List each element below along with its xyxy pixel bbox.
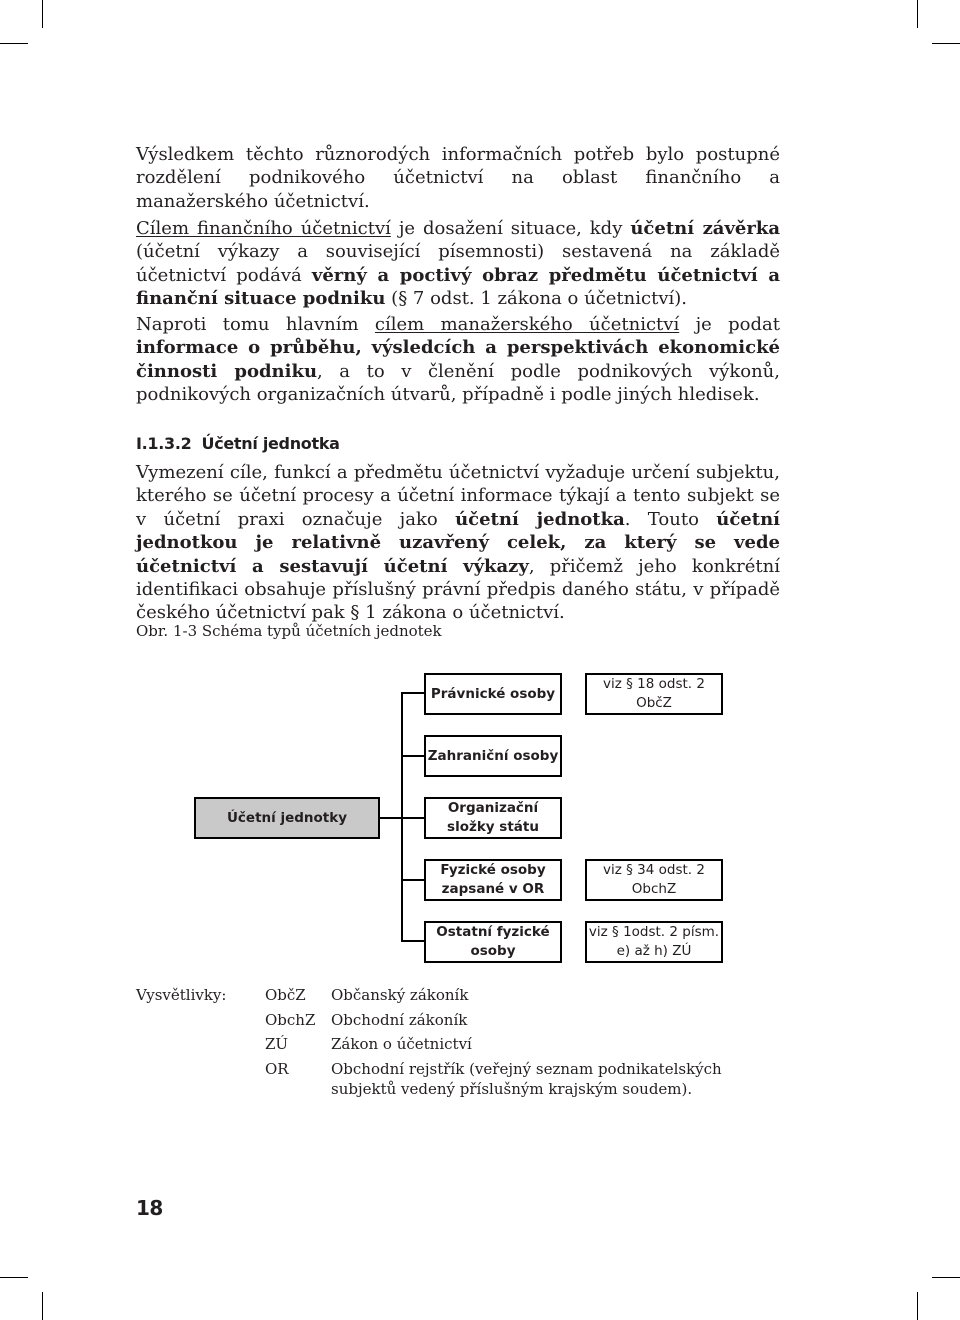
legend-desc: Zákon o účetnictví xyxy=(331,1035,472,1053)
legend-abbr: ZÚ xyxy=(265,1035,289,1053)
crop-mark xyxy=(932,43,960,44)
crop-mark xyxy=(0,1277,28,1278)
legend-abbr: ObchZ xyxy=(265,1011,316,1029)
crop-mark xyxy=(0,43,28,44)
page-number: 18 xyxy=(136,1196,163,1220)
figure-caption: Obr. 1-3 Schéma typů účetních jednotek xyxy=(136,622,442,640)
root-box: Účetní jednotky xyxy=(194,797,380,839)
type-box: Právnické osoby xyxy=(424,673,562,715)
term-financial-accounting-goal: Cílem finančního účetnictví xyxy=(136,218,391,239)
paragraph-3: Naproti tomu hlavním cílem manažerského účetnictví je podat informace o průběhu, výsledcích a perspektivách ekonomické činnosti podniku, a to v členění podle podnikových výkonů, podnikových organizačních útvarů, případně i podle jiných hledisek. xyxy=(136,314,781,406)
type-box: Ostatní fyzické osoby xyxy=(424,921,562,963)
reference-box: viz § 1odst. 2 písm. e) až h) ZÚ xyxy=(585,921,723,963)
section-heading xyxy=(136,434,340,453)
reference-box: viz § 18 odst. 2 ObčZ xyxy=(585,673,723,715)
connector-branch xyxy=(401,755,424,757)
connector-branch xyxy=(401,940,424,942)
legend-desc: Občanský zákoník xyxy=(331,986,469,1004)
crop-mark xyxy=(917,0,918,28)
crop-mark xyxy=(917,1292,918,1320)
type-box: Zahraniční osoby xyxy=(424,735,562,777)
connector-branch xyxy=(401,879,424,881)
paragraph-2: Cílem finančního účetnictví je dosažení situace, kdy účetní závěrka (účetní výkazy a související písemnosti) sestavená na základě účetnictví podává věrný a poctivý obraz předmětu účetnictví a finanční situace podniku (§ 7 odst. 1 zákona o účetnictví). xyxy=(136,218,781,310)
type-box: Fyzické osoby zapsané v OR xyxy=(424,859,562,901)
reference-box: viz § 34 odst. 2 ObchZ xyxy=(585,859,723,901)
crop-mark xyxy=(932,1277,960,1278)
crop-mark xyxy=(42,0,43,28)
connector-branch xyxy=(401,692,424,694)
paragraph-1: Výsledkem těchto různorodých informačních potřeb bylo postupné rozdělení podnikového účetnictví na oblast finančního a manažerského účetnictví. xyxy=(136,144,780,212)
legend-abbr: OR xyxy=(265,1060,289,1078)
section-title: Účetní jednotka xyxy=(201,434,340,453)
crop-mark xyxy=(42,1292,43,1320)
section-number: I.1.3.2 xyxy=(136,434,192,453)
connector-root xyxy=(380,817,402,819)
paragraph-4: Vymezení cíle, funkcí a předmětu účetnictví vyžaduje určení subjektu, kterého se účetní procesy a účetní informace týkají a tento subjekt se v účetní praxi označuje jako účetní jednotka. Touto účetní jednotkou je relativně uzavřený celek, za který se vede účetnictví a sestavují účetní výkazy, přičemž jeho konkrétní identifikaci obsahuje příslušný právní předpis daného státu, v případě českého účetnictví pak § 1 zákona o účetnictví. xyxy=(136,462,780,624)
legend-abbr: ObčZ xyxy=(265,986,306,1004)
legend-desc: Obchodní rejstřík (veřejný seznam podnikatelských subjektů vedený příslušným krajským soudem). xyxy=(331,1060,722,1098)
connector-branch xyxy=(401,817,424,819)
term-managerial-accounting-goal: cílem manažerského účetnictví xyxy=(374,314,680,335)
legend-label: Vysvětlivky: xyxy=(136,986,227,1004)
type-box: Organizační složky státu xyxy=(424,797,562,839)
legend-desc: Obchodní zákoník xyxy=(331,1011,468,1029)
